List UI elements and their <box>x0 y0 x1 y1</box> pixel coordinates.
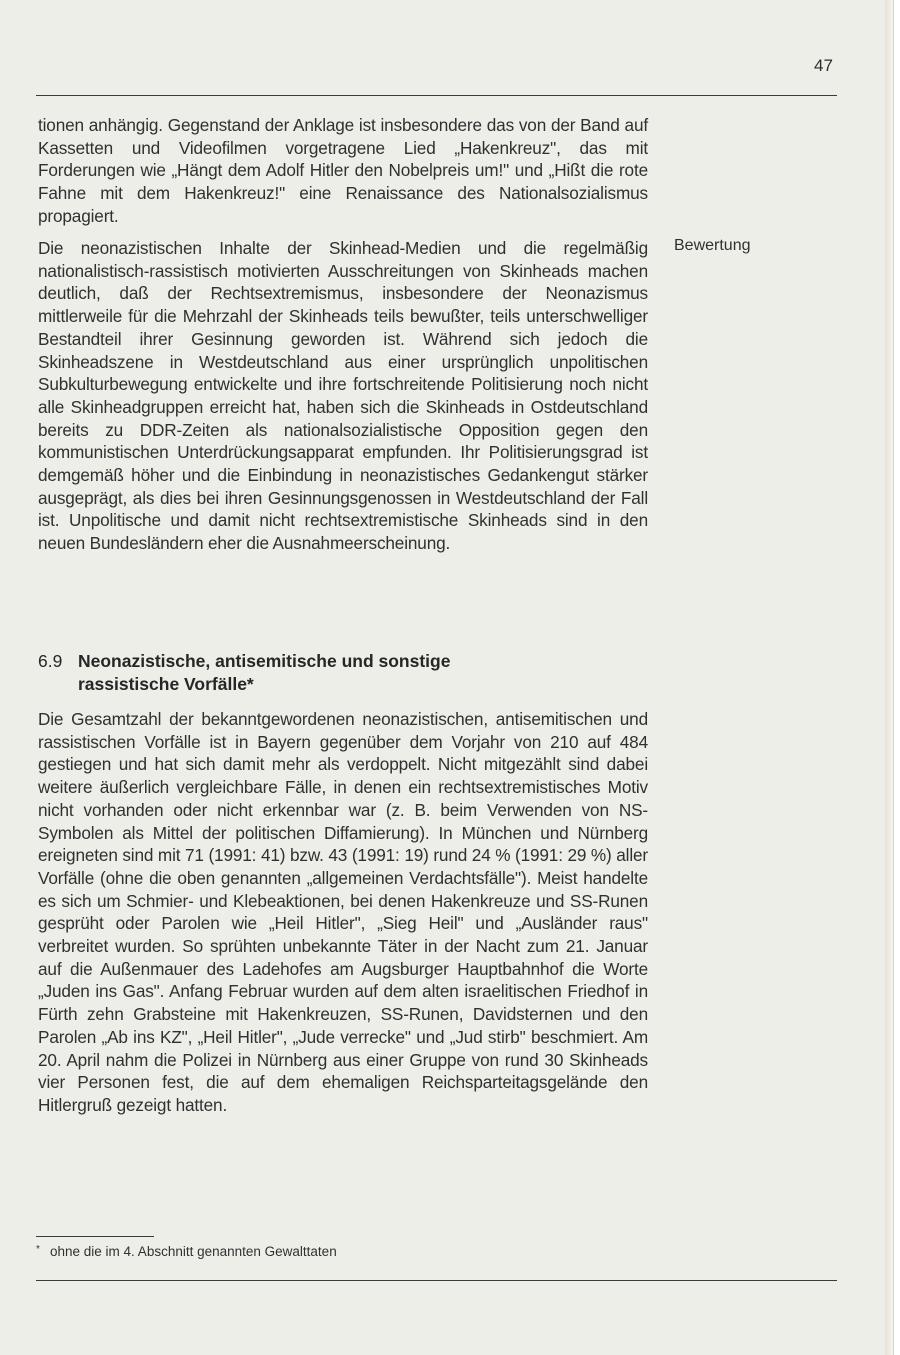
paragraph-text: tionen anhängig. Gegenstand der Anklage ist insbesondere das von der Band auf Kassetten und Videofilmen vorgetragene Lied „Hakenkreuz", das mit Forderungen wie „Hängt dem Adolf Hitler den Nobelpreis um!" und „Hißt die rote Fahne mit dem Hakenkreuz!" eine Renaissance des Nationalsozialismus propagiert. <box>38 115 648 226</box>
paragraph-continued <box>38 114 648 228</box>
section-title-line2: rassistische Vorfälle* <box>78 673 254 694</box>
footnote-text: ohne die im 4. Abschnitt genannten Gewalttaten <box>50 1244 337 1259</box>
page-edge <box>885 0 893 1355</box>
footer-rule <box>36 1280 837 1281</box>
margin-note: Bewertung <box>674 237 751 254</box>
header-rule <box>36 95 837 96</box>
footnote-rule <box>36 1236 154 1237</box>
paragraph-text: Die neonazistischen Inhalte der Skinhead-Medien und die regelmäßig nationalistisch-rassistisch motivierten Ausschreitungen von Skinheads machen deutlich, daß der Rechtsextremismus, insbesondere der Neonazismus mittlerweile für die Mehrzahl der Skinheads teils bewußter, teils unterschwelliger Bestandteil ihrer Gesinnung geworden ist. Während sich jedoch die Skinheadszene in Westdeutschland aus einer ursprünglich unpolitischen Subkulturbewegung entwickelte und ihre fortschreitende Politisierung noch nicht alle Skinheadgruppen erreicht hat, haben sich die Skinheads in Ostdeutschland bereits zu DDR-Zeiten als nationalsozialistische Opposition gegen den kommunistischen Unterdrückungsapparat empfunden. Ihr Politisierungsgrad ist demgemäß höher und die Einbindung in neonazistisches Gedankengut stärker ausgeprägt, als dies bei ihren Gesinnungsgenossen in Westdeutschland der Fall ist. Unpolitische und damit nicht rechtsextremistische Skinheads sind in den neuen Bundesländern eher die Ausnahmeerscheinung. <box>38 238 648 554</box>
paragraph-vorfaelle <box>38 708 648 1117</box>
page-number: 47 <box>814 56 833 75</box>
paragraph-bewertung <box>38 237 648 555</box>
footnote <box>36 1244 337 1259</box>
section-title-line1: Neonazistische, antisemitische und sonstige <box>78 651 451 671</box>
paragraph-text: Die Gesamtzahl der bekanntgewordenen neonazistischen, antisemitischen und rassistischen Vorfälle ist in Bayern gegenüber dem Vorjahr von 210 auf 484 gestiegen und hat sich damit mehr als verdoppelt. Nicht mitgezählt sind dabei weitere äußerlich vergleichbare Fälle, in denen ein rechtsextremistisches Motiv nicht vorhanden oder nicht erkennbar war (z. B. beim Verwenden von NS-Symbolen als Mittel der politischen Diffamierung). In München und Nürnberg ereigneten sind mit 71 (1991: 41) bzw. 43 (1991: 19) rund 24 % (1991: 29 %) aller Vorfälle (ohne die oben genannten „allgemeinen Verdachtsfälle"). Meist handelte es sich um Schmier- und Klebeaktionen, bei denen Hakenkreuze und SS-Runen gesprüht oder Parolen wie „Heil Hitler", „Sieg Heil" und „Ausländer raus" verbreitet wurden. So sprühten unbekannte Täter in der Nacht zum 21. Januar auf die Außenmauer des Ladehofes am Augsburger Hauptbahnhof die Worte „Juden ins Gas". Anfang Februar wurden auf dem alten israelitischen Friedhof in Fürth zehn Grabsteine mit Hakenkreuzen, SS-Runen, Davidsternen und den Parolen „Ab ins KZ", „Heil Hitler", „Jude verrecke" und „Jud stirb" beschmiert. Am 20. April nahm die Polizei in Nürnberg aus einer Gruppe von rund 30 Skinheads vier Personen fest, die auf dem ehemaligen Reichsparteitagsgelände den Hitlergruß gezeigt hatten. <box>38 709 648 1115</box>
section-number: 6.9 <box>38 651 63 671</box>
section-heading <box>38 650 648 695</box>
footnote-mark: * <box>36 1244 40 1255</box>
